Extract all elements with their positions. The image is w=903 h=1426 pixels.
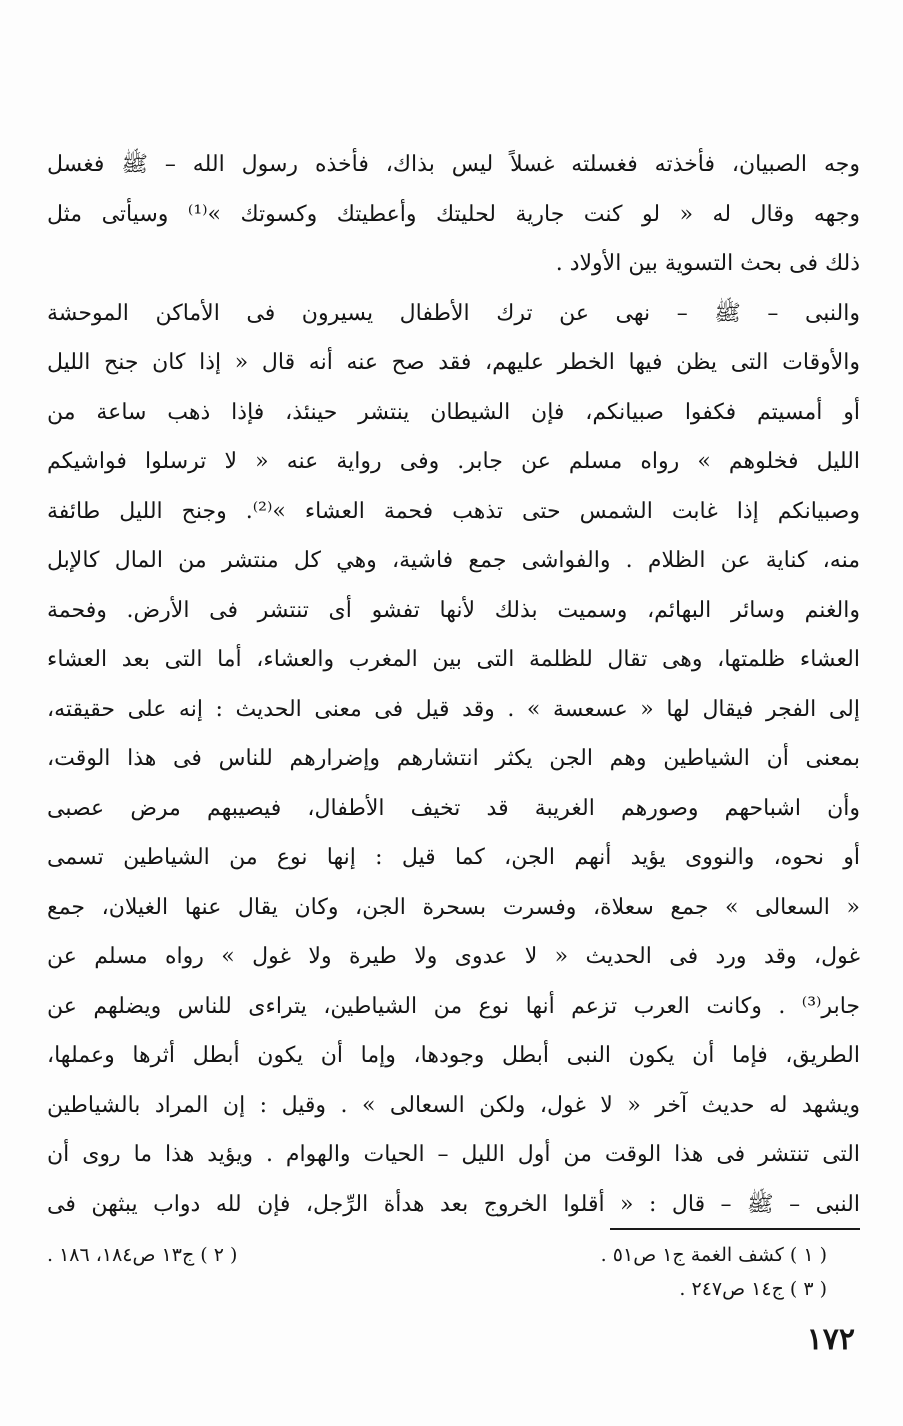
- text-line: وصبيانكم إذا غابت الشمس حتى تذهب فحمة العشاء »⁽²⁾. وجنح الليل طائفة: [47, 498, 860, 524]
- footnote-1: ( ١ ) كشف الغمة ج١ ص٥١ .: [600, 1244, 827, 1266]
- text-line: والأوقات التى يظن فيها الخطر عليهم، فقد صح عنه أنه قال « إذا كان جنح الليل: [47, 350, 860, 375]
- text-line: ذلك فى بحث التسوية بين الأولاد .: [555, 251, 860, 276]
- text-line: ويشهد له حديث آخر « لا غول، ولكن السعالى » . وقيل : إن المراد بالشياطين: [47, 1092, 860, 1118]
- text-line: والغنم وسائر البهائم، وسميت بذلك لأنها تفشو أى تنتشر فى الأرض. وفحمة: [47, 597, 860, 623]
- footnote-3: ( ٣ ) ج١٤ ص٢٤٧ .: [679, 1278, 827, 1300]
- text-line: غول، وقد ورد فى الحديث « لا عدوى ولا طيرة ولا غول » رواه مسلم عن: [47, 944, 860, 969]
- text-line: إلى الفجر فيقال لها « عسعسة » . وقد قيل فى معنى الحديث : إنه على حقيقته،: [47, 696, 860, 722]
- text-line: الطريق، فإما أن يكون النبى أبطل وجودها، وإما أن يكون أبطل أثرها وعملها،: [47, 1043, 860, 1068]
- text-line: التى تنتشر فى هذا الوقت من أول الليل – الحيات والهوام . ويؤيد هذا ما روى أن: [47, 1142, 860, 1167]
- text-line: وجه الصبيان، فأخذته فغسلته غسلاً ليس بذاك، فأخذه رسول الله – ﷺ فغسل: [47, 152, 860, 177]
- text-line: العشاء ظلمتها، وهى تقال للظلمة التى بين المغرب والعشاء، أما التى بعد العشاء: [47, 647, 860, 672]
- text-line: أو نحوه، والنووى يؤيد أنهم الجن، كما قيل : إنها نوع من الشياطين تسمى: [47, 845, 860, 870]
- text-line: منه، كناية عن الظلام . والفواشى جمع فاشية، وهي كل منتشر من المال كالإبل: [47, 548, 860, 573]
- body-text: [47, 140, 860, 1229]
- text-line: وجهه وقال له « لو كنت جارية لحليتك وأعطيتك وكسوتك »⁽¹⁾ وسيأتى مثل: [47, 201, 860, 227]
- text-line: وأن اشباحهم وصورهم الغريبة قد تخيف الأطفال، فيصيبهم مرض عصبى: [47, 795, 860, 821]
- footnotes: [47, 1238, 827, 1306]
- text-line: النبى – ﷺ – قال : « أقلوا الخروج بعد هدأة الرِّجل، فإن لله دواب يبثهن فى: [47, 1191, 860, 1217]
- text-line: الليل فخلوهم » رواه مسلم عن جابر. وفى رواية عنه « لا ترسلوا فواشيكم: [47, 449, 860, 474]
- text-line: جابر⁽³⁾ . وكانت العرب تزعم أنها نوع من الشياطين، يتراءى للناس ويضلهم عن: [47, 993, 860, 1019]
- page-number: ١٧٢: [806, 1322, 855, 1357]
- footnote-2: ( ٢ ) ج١٣ ص١٨٤، ١٨٦ .: [47, 1244, 238, 1266]
- text-line: بمعنى أن الشياطين وهم الجن يكثر انتشارهم وإضرارهم للناس فى هذا الوقت،: [47, 746, 860, 771]
- text-line: « السعالى » جمع سعلاة، وفسرت بسحرة الجن، وكان يقال عنها الغيلان، جمع: [47, 894, 860, 920]
- footnote-row: [47, 1272, 827, 1306]
- footnote-row: [47, 1238, 827, 1272]
- text-line: أو أمسيتم فكفوا صبيانكم، فإن الشيطان ينتشر حينئذ، فإذا ذهب ساعة من: [47, 399, 860, 425]
- text-line: والنبى – ﷺ – نهى عن ترك الأطفال يسيرون فى الأماكن الموحشة: [47, 300, 860, 326]
- footnote-divider: [610, 1228, 860, 1230]
